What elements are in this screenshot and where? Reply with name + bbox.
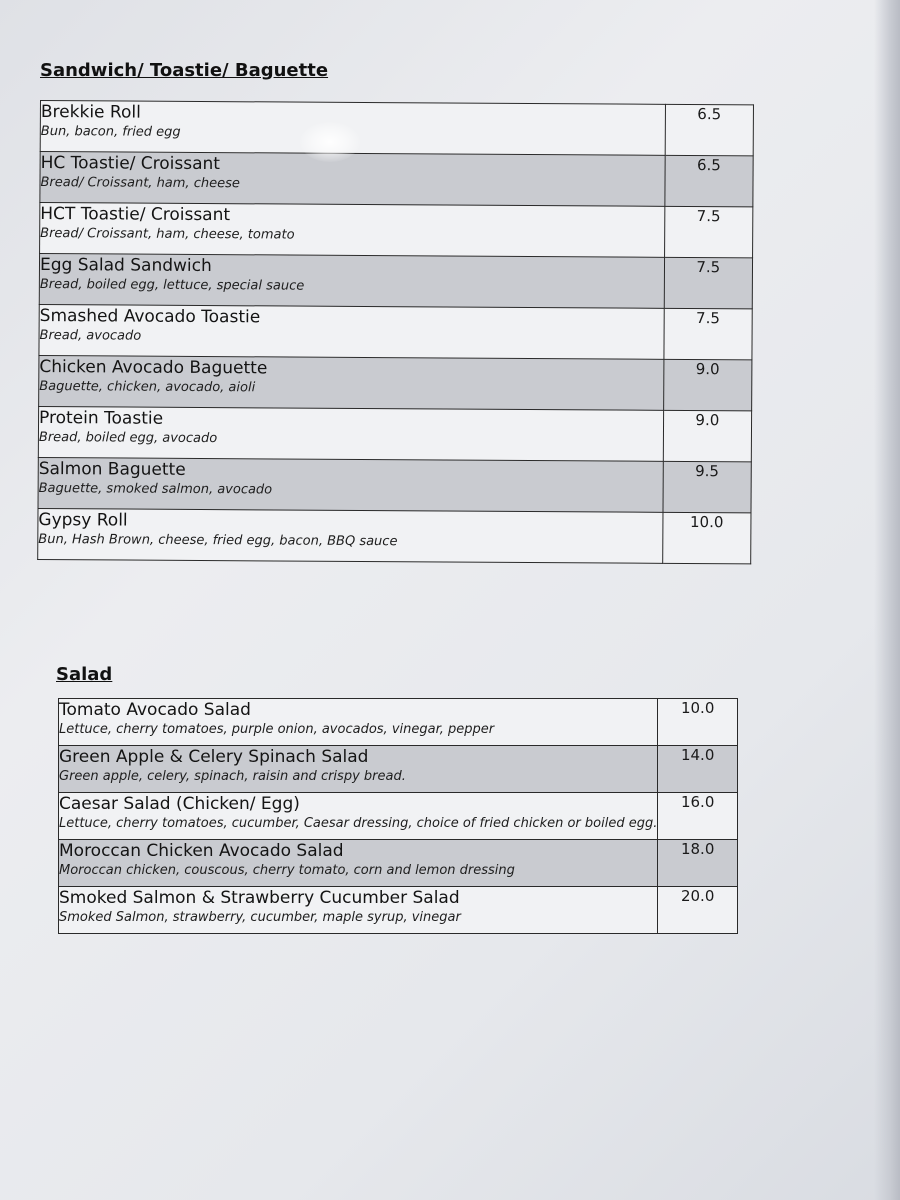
menu-row bbox=[59, 746, 738, 793]
menu-item-price: 20.0 bbox=[658, 887, 738, 934]
menu-item-cell bbox=[39, 304, 664, 359]
menu-item-cell bbox=[59, 699, 658, 746]
menu-row bbox=[59, 840, 738, 887]
menu-item-price: 9.0 bbox=[663, 359, 752, 411]
menu-item-price: 7.5 bbox=[664, 257, 753, 309]
menu-item-price: 10.0 bbox=[662, 512, 751, 564]
menu-item-price: 7.5 bbox=[664, 206, 753, 258]
menu-item-cell bbox=[59, 840, 658, 887]
menu-item-description: Bread, boiled egg, lettuce, special sauce bbox=[39, 277, 305, 294]
menu-row bbox=[39, 355, 752, 410]
menu-item-name: Egg Salad Sandwich bbox=[39, 255, 212, 277]
menu-item-name: Protein Toastie bbox=[38, 408, 164, 429]
menu-item-price: 14.0 bbox=[658, 746, 738, 793]
menu-row bbox=[40, 101, 753, 156]
menu-item-description: Bread/ Croissant, ham, cheese, tomato bbox=[40, 226, 295, 243]
menu-row bbox=[59, 793, 738, 840]
menu-row bbox=[59, 699, 738, 746]
menu-row bbox=[39, 304, 752, 359]
menu-item-name: Moroccan Chicken Avocado Salad bbox=[59, 841, 344, 861]
menu-row bbox=[38, 406, 751, 461]
menu-item-cell bbox=[59, 887, 658, 934]
menu-item-name: Gypsy Roll bbox=[38, 509, 128, 531]
menu-item-price: 6.5 bbox=[664, 155, 753, 207]
menu-row bbox=[39, 254, 752, 309]
menu-item-cell bbox=[38, 508, 663, 563]
menu-item-name: Caesar Salad (Chicken/ Egg) bbox=[59, 794, 300, 814]
sandwich-menu-table bbox=[37, 100, 754, 564]
photo-glare bbox=[300, 122, 360, 162]
menu-item-cell bbox=[38, 457, 663, 512]
menu-item-price: 10.0 bbox=[658, 699, 738, 746]
menu-item-cell bbox=[59, 793, 658, 840]
menu-item-price: 18.0 bbox=[658, 840, 738, 887]
menu-row bbox=[38, 457, 751, 512]
menu-item-description: Lettuce, cherry tomatoes, purple onion, avocados, vinegar, pepper bbox=[59, 722, 495, 737]
menu-item-cell bbox=[39, 254, 664, 309]
menu-item-name: Smashed Avocado Toastie bbox=[39, 306, 261, 328]
menu-item-description: Bread, avocado bbox=[39, 328, 142, 344]
menu-item-description: Lettuce, cherry tomatoes, cucumber, Caesar dressing, choice of fried chicken or boiled egg. bbox=[59, 816, 658, 831]
menu-item-name: Smoked Salmon & Strawberry Cucumber Salad bbox=[59, 888, 460, 908]
menu-item-name: Green Apple & Celery Spinach Salad bbox=[59, 747, 369, 767]
menu-row bbox=[40, 203, 753, 258]
menu-item-cell bbox=[40, 203, 665, 258]
menu-item-cell bbox=[40, 152, 665, 207]
section-heading-sandwich: Sandwich/ Toastie/ Baguette bbox=[40, 60, 329, 81]
menu-item-cell bbox=[59, 746, 658, 793]
menu-item-name: Chicken Avocado Baguette bbox=[39, 357, 268, 379]
menu-item-description: Baguette, smoked salmon, avocado bbox=[38, 480, 273, 498]
menu-item-price: 6.5 bbox=[665, 104, 754, 156]
menu-item-description: Bread/ Croissant, ham, cheese bbox=[40, 175, 240, 192]
menu-row bbox=[38, 508, 751, 563]
menu-item-price: 9.0 bbox=[663, 410, 752, 462]
salad-menu-table bbox=[58, 698, 738, 934]
menu-item-cell bbox=[39, 355, 664, 410]
menu-item-description: Baguette, chicken, avocado, aioli bbox=[39, 379, 256, 396]
menu-item-price: 9.5 bbox=[663, 461, 752, 513]
menu-item-description: Bun, bacon, fried egg bbox=[40, 124, 181, 140]
menu-item-description: Moroccan chicken, couscous, cherry tomato, corn and lemon dressing bbox=[59, 863, 515, 878]
menu-item-price: 16.0 bbox=[658, 793, 738, 840]
menu-item-name: Tomato Avocado Salad bbox=[59, 700, 251, 720]
menu-item-name: HCT Toastie/ Croissant bbox=[40, 204, 231, 226]
menu-item-price: 7.5 bbox=[664, 308, 753, 360]
menu-item-description: Bread, boiled egg, avocado bbox=[38, 429, 218, 447]
menu-item-description: Bun, Hash Brown, cheese, fried egg, bacon, BBQ sauce bbox=[38, 531, 398, 550]
paper-edge-shadow bbox=[874, 0, 900, 1200]
menu-item-name: HC Toastie/ Croissant bbox=[40, 153, 221, 175]
menu-item-name: Salmon Baguette bbox=[38, 458, 186, 480]
menu-item-cell bbox=[38, 406, 663, 461]
menu-item-name: Brekkie Roll bbox=[40, 102, 141, 123]
section-heading-salad: Salad bbox=[56, 664, 113, 685]
menu-item-description: Smoked Salmon, strawberry, cucumber, maple syrup, vinegar bbox=[59, 910, 461, 925]
menu-row bbox=[59, 887, 738, 934]
menu-row bbox=[40, 152, 753, 207]
menu-item-description: Green apple, celery, spinach, raisin and crispy bread. bbox=[59, 769, 406, 784]
